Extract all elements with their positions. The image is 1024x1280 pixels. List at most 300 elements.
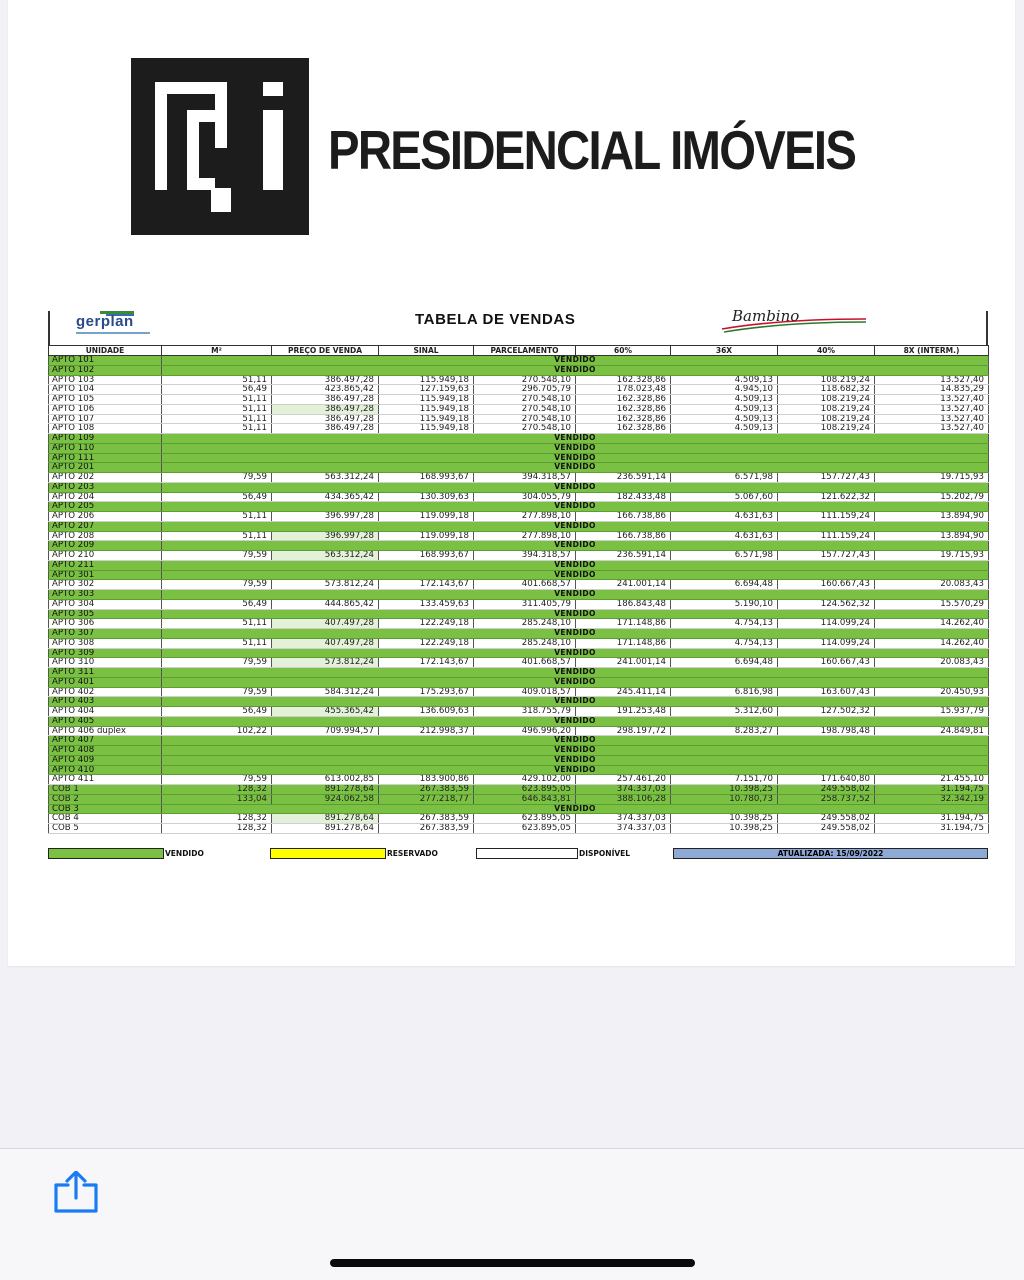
value-cell: 13.527,40 bbox=[875, 375, 989, 385]
sold-status-cell: VENDIDO bbox=[162, 648, 989, 658]
unit-cell: APTO 406 duplex bbox=[49, 726, 162, 736]
sales-table bbox=[48, 345, 989, 834]
table-row bbox=[49, 356, 989, 366]
value-cell: 4.754,13 bbox=[671, 619, 778, 629]
value-cell: 157.727,43 bbox=[778, 473, 875, 483]
value-cell: 51,11 bbox=[162, 638, 272, 648]
value-cell: 133.459,63 bbox=[379, 599, 474, 609]
value-cell: 394.318,57 bbox=[474, 473, 576, 483]
value-cell: 172.143,67 bbox=[379, 658, 474, 668]
value-cell: 891.278,64 bbox=[272, 785, 379, 795]
value-cell: 108.219,24 bbox=[778, 395, 875, 405]
value-cell: 163.607,43 bbox=[778, 687, 875, 697]
sold-status-cell: VENDIDO bbox=[162, 502, 989, 512]
sold-status-cell: VENDIDO bbox=[162, 590, 989, 600]
table-row bbox=[49, 804, 989, 814]
unit-cell: APTO 109 bbox=[49, 434, 162, 444]
value-cell: 130.309,63 bbox=[379, 492, 474, 502]
value-cell: 162.328,86 bbox=[576, 375, 671, 385]
value-cell: 79,59 bbox=[162, 551, 272, 561]
value-cell: 444.865,42 bbox=[272, 599, 379, 609]
value-cell: 4.754,13 bbox=[671, 638, 778, 648]
value-cell: 111.159,24 bbox=[778, 531, 875, 541]
sold-status-cell: VENDIDO bbox=[162, 668, 989, 678]
unit-cell: APTO 311 bbox=[49, 668, 162, 678]
unit-cell: APTO 207 bbox=[49, 521, 162, 531]
value-cell: 56,49 bbox=[162, 707, 272, 717]
value-cell: 4.509,13 bbox=[671, 414, 778, 424]
table-row bbox=[49, 687, 989, 697]
table-row bbox=[49, 677, 989, 687]
value-cell: 10.780,73 bbox=[671, 794, 778, 804]
legend bbox=[48, 848, 988, 860]
table-row bbox=[49, 755, 989, 765]
table-row bbox=[49, 629, 989, 639]
value-cell: 374.337,03 bbox=[576, 785, 671, 795]
sold-status-cell: VENDIDO bbox=[162, 765, 989, 775]
table-row bbox=[49, 473, 989, 483]
value-cell: 31.194,75 bbox=[875, 785, 989, 795]
value-cell: 51,11 bbox=[162, 531, 272, 541]
value-cell: 32.342,19 bbox=[875, 794, 989, 804]
value-cell: 4.509,13 bbox=[671, 424, 778, 434]
value-cell: 249.558,02 bbox=[778, 824, 875, 834]
column-header: 8X (INTERM.) bbox=[875, 346, 989, 356]
value-cell: 646.843,81 bbox=[474, 794, 576, 804]
value-cell: 166.738,86 bbox=[576, 531, 671, 541]
value-cell: 119.099,18 bbox=[379, 512, 474, 522]
table-row bbox=[49, 560, 989, 570]
unit-cell: APTO 402 bbox=[49, 687, 162, 697]
unit-cell: APTO 209 bbox=[49, 541, 162, 551]
value-cell: 51,11 bbox=[162, 424, 272, 434]
unit-cell: APTO 110 bbox=[49, 443, 162, 453]
value-cell: 183.900,86 bbox=[379, 775, 474, 785]
unit-cell: APTO 306 bbox=[49, 619, 162, 629]
value-cell: 304.055,79 bbox=[474, 492, 576, 502]
value-cell: 13.894,90 bbox=[875, 531, 989, 541]
value-cell: 108.219,24 bbox=[778, 414, 875, 424]
value-cell: 172.143,67 bbox=[379, 580, 474, 590]
sold-status-cell: VENDIDO bbox=[162, 482, 989, 492]
share-icon bbox=[50, 1171, 104, 1213]
value-cell: 182.433,48 bbox=[576, 492, 671, 502]
table-row bbox=[49, 492, 989, 502]
table-row bbox=[49, 668, 989, 678]
unit-cell: COB 4 bbox=[49, 814, 162, 824]
unit-cell: APTO 301 bbox=[49, 570, 162, 580]
unit-cell: APTO 203 bbox=[49, 482, 162, 492]
unit-cell: APTO 403 bbox=[49, 697, 162, 707]
table-row bbox=[49, 658, 989, 668]
value-cell: 10.398,25 bbox=[671, 824, 778, 834]
unit-cell: COB 3 bbox=[49, 804, 162, 814]
value-cell: 128,32 bbox=[162, 824, 272, 834]
sold-status-cell: VENDIDO bbox=[162, 570, 989, 580]
value-cell: 563.312,24 bbox=[272, 473, 379, 483]
value-cell: 434.365,42 bbox=[272, 492, 379, 502]
unit-cell: APTO 108 bbox=[49, 424, 162, 434]
value-cell: 56,49 bbox=[162, 599, 272, 609]
value-cell: 455.365,42 bbox=[272, 707, 379, 717]
sheet-title: TABELA DE VENDAS bbox=[415, 311, 576, 328]
unit-cell: APTO 409 bbox=[49, 755, 162, 765]
value-cell: 20.083,43 bbox=[875, 580, 989, 590]
value-cell: 298.197,72 bbox=[576, 726, 671, 736]
value-cell: 386.497,28 bbox=[272, 414, 379, 424]
value-cell: 270.548,10 bbox=[474, 414, 576, 424]
unit-cell: APTO 107 bbox=[49, 414, 162, 424]
value-cell: 51,11 bbox=[162, 414, 272, 424]
value-cell: 4.509,13 bbox=[671, 375, 778, 385]
value-cell: 160.667,43 bbox=[778, 658, 875, 668]
sold-status-cell: VENDIDO bbox=[162, 804, 989, 814]
value-cell: 122.249,18 bbox=[379, 638, 474, 648]
table-row bbox=[49, 424, 989, 434]
table-row bbox=[49, 512, 989, 522]
value-cell: 236.591,14 bbox=[576, 473, 671, 483]
value-cell: 409.018,57 bbox=[474, 687, 576, 697]
sold-status-cell: VENDIDO bbox=[162, 541, 989, 551]
table-row bbox=[49, 541, 989, 551]
unit-cell: APTO 309 bbox=[49, 648, 162, 658]
table-row bbox=[49, 697, 989, 707]
table-row bbox=[49, 395, 989, 405]
value-cell: 5.067,60 bbox=[671, 492, 778, 502]
value-cell: 386.497,28 bbox=[272, 424, 379, 434]
value-cell: 429.102,00 bbox=[474, 775, 576, 785]
value-cell: 623.895,05 bbox=[474, 785, 576, 795]
value-cell: 4.509,13 bbox=[671, 404, 778, 414]
value-cell: 388.106,28 bbox=[576, 794, 671, 804]
value-cell: 31.194,75 bbox=[875, 824, 989, 834]
value-cell: 13.527,40 bbox=[875, 395, 989, 405]
value-cell: 374.337,03 bbox=[576, 824, 671, 834]
column-header: UNIDADE bbox=[49, 346, 162, 356]
value-cell: 121.622,32 bbox=[778, 492, 875, 502]
value-cell: 10.398,25 bbox=[671, 814, 778, 824]
value-cell: 15.202,79 bbox=[875, 492, 989, 502]
table-row bbox=[49, 531, 989, 541]
unit-cell: APTO 201 bbox=[49, 463, 162, 473]
table-row bbox=[49, 521, 989, 531]
table-row bbox=[49, 551, 989, 561]
sold-status-cell: VENDIDO bbox=[162, 716, 989, 726]
value-cell: 6.694,48 bbox=[671, 580, 778, 590]
value-cell: 4.631,63 bbox=[671, 531, 778, 541]
table-row bbox=[49, 404, 989, 414]
table-row bbox=[49, 814, 989, 824]
value-cell: 20.450,93 bbox=[875, 687, 989, 697]
value-cell: 7.151,70 bbox=[671, 775, 778, 785]
column-header: 36X bbox=[671, 346, 778, 356]
value-cell: 14.262,40 bbox=[875, 638, 989, 648]
value-cell: 891.278,64 bbox=[272, 824, 379, 834]
value-cell: 124.562,32 bbox=[778, 599, 875, 609]
value-cell: 175.293,67 bbox=[379, 687, 474, 697]
value-cell: 31.194,75 bbox=[875, 814, 989, 824]
value-cell: 563.312,24 bbox=[272, 551, 379, 561]
sold-status-cell: VENDIDO bbox=[162, 697, 989, 707]
value-cell: 13.527,40 bbox=[875, 414, 989, 424]
table-header-row bbox=[49, 346, 989, 356]
value-cell: 15.570,29 bbox=[875, 599, 989, 609]
sold-status-cell: VENDIDO bbox=[162, 434, 989, 444]
value-cell: 4.509,13 bbox=[671, 395, 778, 405]
unit-cell: APTO 104 bbox=[49, 385, 162, 395]
value-cell: 127.502,32 bbox=[778, 707, 875, 717]
table-row bbox=[49, 716, 989, 726]
sold-status-cell: VENDIDO bbox=[162, 560, 989, 570]
value-cell: 114.099,24 bbox=[778, 619, 875, 629]
value-cell: 709.994,57 bbox=[272, 726, 379, 736]
value-cell: 258.737,52 bbox=[778, 794, 875, 804]
table-row bbox=[49, 824, 989, 834]
value-cell: 160.667,43 bbox=[778, 580, 875, 590]
table-row bbox=[49, 599, 989, 609]
value-cell: 168.993,67 bbox=[379, 551, 474, 561]
value-cell: 5.190,10 bbox=[671, 599, 778, 609]
unit-cell: APTO 305 bbox=[49, 609, 162, 619]
value-cell: 13.894,90 bbox=[875, 512, 989, 522]
unit-cell: APTO 102 bbox=[49, 365, 162, 375]
value-cell: 8.283,27 bbox=[671, 726, 778, 736]
value-cell: 277.898,10 bbox=[474, 531, 576, 541]
table-row bbox=[49, 502, 989, 512]
unit-cell: COB 1 bbox=[49, 785, 162, 795]
value-cell: 573.812,24 bbox=[272, 658, 379, 668]
value-cell: 21.455,10 bbox=[875, 775, 989, 785]
value-cell: 423.865,42 bbox=[272, 385, 379, 395]
value-cell: 396.997,28 bbox=[272, 531, 379, 541]
unit-cell: APTO 210 bbox=[49, 551, 162, 561]
value-cell: 114.099,24 bbox=[778, 638, 875, 648]
value-cell: 115.949,18 bbox=[379, 404, 474, 414]
value-cell: 168.993,67 bbox=[379, 473, 474, 483]
value-cell: 51,11 bbox=[162, 512, 272, 522]
table-row bbox=[49, 434, 989, 444]
value-cell: 891.278,64 bbox=[272, 814, 379, 824]
unit-cell: APTO 105 bbox=[49, 395, 162, 405]
updated-date-badge: ATUALIZADA: 15/09/2022 bbox=[673, 848, 988, 859]
value-cell: 277.898,10 bbox=[474, 512, 576, 522]
value-cell: 270.548,10 bbox=[474, 375, 576, 385]
unit-cell: APTO 304 bbox=[49, 599, 162, 609]
value-cell: 257.461,20 bbox=[576, 775, 671, 785]
value-cell: 267.383,59 bbox=[379, 785, 474, 795]
value-cell: 245.411,14 bbox=[576, 687, 671, 697]
value-cell: 296.705,79 bbox=[474, 385, 576, 395]
brand-name: PRESIDENCIAL IMÓVEIS bbox=[328, 119, 856, 181]
value-cell: 4.945,10 bbox=[671, 385, 778, 395]
value-cell: 623.895,05 bbox=[474, 824, 576, 834]
value-cell: 20.083,43 bbox=[875, 658, 989, 668]
value-cell: 6.571,98 bbox=[671, 551, 778, 561]
table-row bbox=[49, 638, 989, 648]
table-row bbox=[49, 385, 989, 395]
value-cell: 162.328,86 bbox=[576, 404, 671, 414]
value-cell: 401.668,57 bbox=[474, 580, 576, 590]
value-cell: 311.405,79 bbox=[474, 599, 576, 609]
unit-cell: APTO 101 bbox=[49, 356, 162, 366]
value-cell: 386.497,28 bbox=[272, 395, 379, 405]
value-cell: 407.497,28 bbox=[272, 619, 379, 629]
value-cell: 115.949,18 bbox=[379, 375, 474, 385]
value-cell: 79,59 bbox=[162, 473, 272, 483]
unit-cell: APTO 405 bbox=[49, 716, 162, 726]
sold-status-cell: VENDIDO bbox=[162, 677, 989, 687]
share-button[interactable] bbox=[50, 1171, 104, 1213]
column-header: PARCELAMENTO bbox=[474, 346, 576, 356]
sold-status-cell: VENDIDO bbox=[162, 443, 989, 453]
sold-status-cell: VENDIDO bbox=[162, 609, 989, 619]
table-row bbox=[49, 765, 989, 775]
value-cell: 285.248,10 bbox=[474, 638, 576, 648]
table-row bbox=[49, 648, 989, 658]
sold-status-cell: VENDIDO bbox=[162, 521, 989, 531]
value-cell: 584.312,24 bbox=[272, 687, 379, 697]
bambino-logo bbox=[718, 307, 870, 335]
value-cell: 10.398,25 bbox=[671, 785, 778, 795]
unit-cell: APTO 106 bbox=[49, 404, 162, 414]
unit-cell: APTO 302 bbox=[49, 580, 162, 590]
value-cell: 401.668,57 bbox=[474, 658, 576, 668]
value-cell: 19.715,93 bbox=[875, 473, 989, 483]
sold-status-cell: VENDIDO bbox=[162, 453, 989, 463]
value-cell: 374.337,03 bbox=[576, 814, 671, 824]
value-cell: 178.023,48 bbox=[576, 385, 671, 395]
value-cell: 115.949,18 bbox=[379, 424, 474, 434]
svg-text:Bambino: Bambino bbox=[732, 307, 800, 325]
column-header: M² bbox=[162, 346, 272, 356]
table-row bbox=[49, 609, 989, 619]
value-cell: 236.591,14 bbox=[576, 551, 671, 561]
legend-reserved-label: RESERVADO bbox=[387, 848, 438, 858]
unit-cell: APTO 401 bbox=[49, 677, 162, 687]
value-cell: 128,32 bbox=[162, 814, 272, 824]
value-cell: 108.219,24 bbox=[778, 375, 875, 385]
value-cell: 267.383,59 bbox=[379, 814, 474, 824]
value-cell: 198.798,48 bbox=[778, 726, 875, 736]
unit-cell: APTO 404 bbox=[49, 707, 162, 717]
table-row bbox=[49, 794, 989, 804]
table-row bbox=[49, 443, 989, 453]
value-cell: 15.937,79 bbox=[875, 707, 989, 717]
value-cell: 13.527,40 bbox=[875, 424, 989, 434]
value-cell: 115.949,18 bbox=[379, 395, 474, 405]
bottom-toolbar bbox=[0, 1148, 1024, 1280]
legend-available-swatch bbox=[476, 848, 578, 859]
value-cell: 162.328,86 bbox=[576, 395, 671, 405]
value-cell: 108.219,24 bbox=[778, 424, 875, 434]
unit-cell: APTO 211 bbox=[49, 560, 162, 570]
column-header: 40% bbox=[778, 346, 875, 356]
sold-status-cell: VENDIDO bbox=[162, 365, 989, 375]
unit-cell: APTO 202 bbox=[49, 473, 162, 483]
sheet-header bbox=[48, 307, 988, 345]
sold-status-cell: VENDIDO bbox=[162, 746, 989, 756]
table-row bbox=[49, 463, 989, 473]
value-cell: 186.843,48 bbox=[576, 599, 671, 609]
value-cell: 6.694,48 bbox=[671, 658, 778, 668]
value-cell: 162.328,86 bbox=[576, 424, 671, 434]
value-cell: 623.895,05 bbox=[474, 814, 576, 824]
value-cell: 128,32 bbox=[162, 785, 272, 795]
value-cell: 56,49 bbox=[162, 492, 272, 502]
value-cell: 56,49 bbox=[162, 385, 272, 395]
value-cell: 19.715,93 bbox=[875, 551, 989, 561]
value-cell: 407.497,28 bbox=[272, 638, 379, 648]
sold-status-cell: VENDIDO bbox=[162, 755, 989, 765]
sold-status-cell: VENDIDO bbox=[162, 463, 989, 473]
unit-cell: COB 2 bbox=[49, 794, 162, 804]
value-cell: 79,59 bbox=[162, 658, 272, 668]
value-cell: 924.062,58 bbox=[272, 794, 379, 804]
legend-sold-label: VENDIDO bbox=[165, 848, 204, 858]
value-cell: 6.571,98 bbox=[671, 473, 778, 483]
value-cell: 270.548,10 bbox=[474, 424, 576, 434]
unit-cell: APTO 307 bbox=[49, 629, 162, 639]
unit-cell: APTO 205 bbox=[49, 502, 162, 512]
value-cell: 111.159,24 bbox=[778, 512, 875, 522]
home-indicator bbox=[330, 1259, 695, 1267]
value-cell: 5.312,60 bbox=[671, 707, 778, 717]
column-header: 60% bbox=[576, 346, 671, 356]
value-cell: 51,11 bbox=[162, 375, 272, 385]
value-cell: 573.812,24 bbox=[272, 580, 379, 590]
value-cell: 102,22 bbox=[162, 726, 272, 736]
value-cell: 119.099,18 bbox=[379, 531, 474, 541]
value-cell: 115.949,18 bbox=[379, 414, 474, 424]
table-row bbox=[49, 746, 989, 756]
unit-cell: APTO 111 bbox=[49, 453, 162, 463]
table-row bbox=[49, 365, 989, 375]
value-cell: 277.218,77 bbox=[379, 794, 474, 804]
value-cell: 318.755,79 bbox=[474, 707, 576, 717]
value-cell: 267.383,59 bbox=[379, 824, 474, 834]
unit-cell: APTO 206 bbox=[49, 512, 162, 522]
value-cell: 4.631,63 bbox=[671, 512, 778, 522]
table-row bbox=[49, 619, 989, 629]
value-cell: 79,59 bbox=[162, 775, 272, 785]
sold-status-cell: VENDIDO bbox=[162, 629, 989, 639]
value-cell: 270.548,10 bbox=[474, 395, 576, 405]
developer-logo: gerplan bbox=[76, 313, 134, 330]
value-cell: 613.002,85 bbox=[272, 775, 379, 785]
value-cell: 122.249,18 bbox=[379, 619, 474, 629]
table-row bbox=[49, 736, 989, 746]
column-header: SINAL bbox=[379, 346, 474, 356]
unit-cell: APTO 204 bbox=[49, 492, 162, 502]
table-row bbox=[49, 590, 989, 600]
table-row bbox=[49, 482, 989, 492]
unit-cell: APTO 411 bbox=[49, 775, 162, 785]
value-cell: 14.835,29 bbox=[875, 385, 989, 395]
value-cell: 285.248,10 bbox=[474, 619, 576, 629]
value-cell: 249.558,02 bbox=[778, 785, 875, 795]
table-row bbox=[49, 414, 989, 424]
column-header: PREÇO DE VENDA bbox=[272, 346, 379, 356]
table-row bbox=[49, 707, 989, 717]
value-cell: 14.262,40 bbox=[875, 619, 989, 629]
value-cell: 386.497,28 bbox=[272, 375, 379, 385]
value-cell: 496.996,20 bbox=[474, 726, 576, 736]
value-cell: 157.727,43 bbox=[778, 551, 875, 561]
sales-table-sheet bbox=[48, 307, 988, 860]
table-row bbox=[49, 785, 989, 795]
value-cell: 171.640,80 bbox=[778, 775, 875, 785]
legend-sold-swatch bbox=[48, 848, 164, 859]
